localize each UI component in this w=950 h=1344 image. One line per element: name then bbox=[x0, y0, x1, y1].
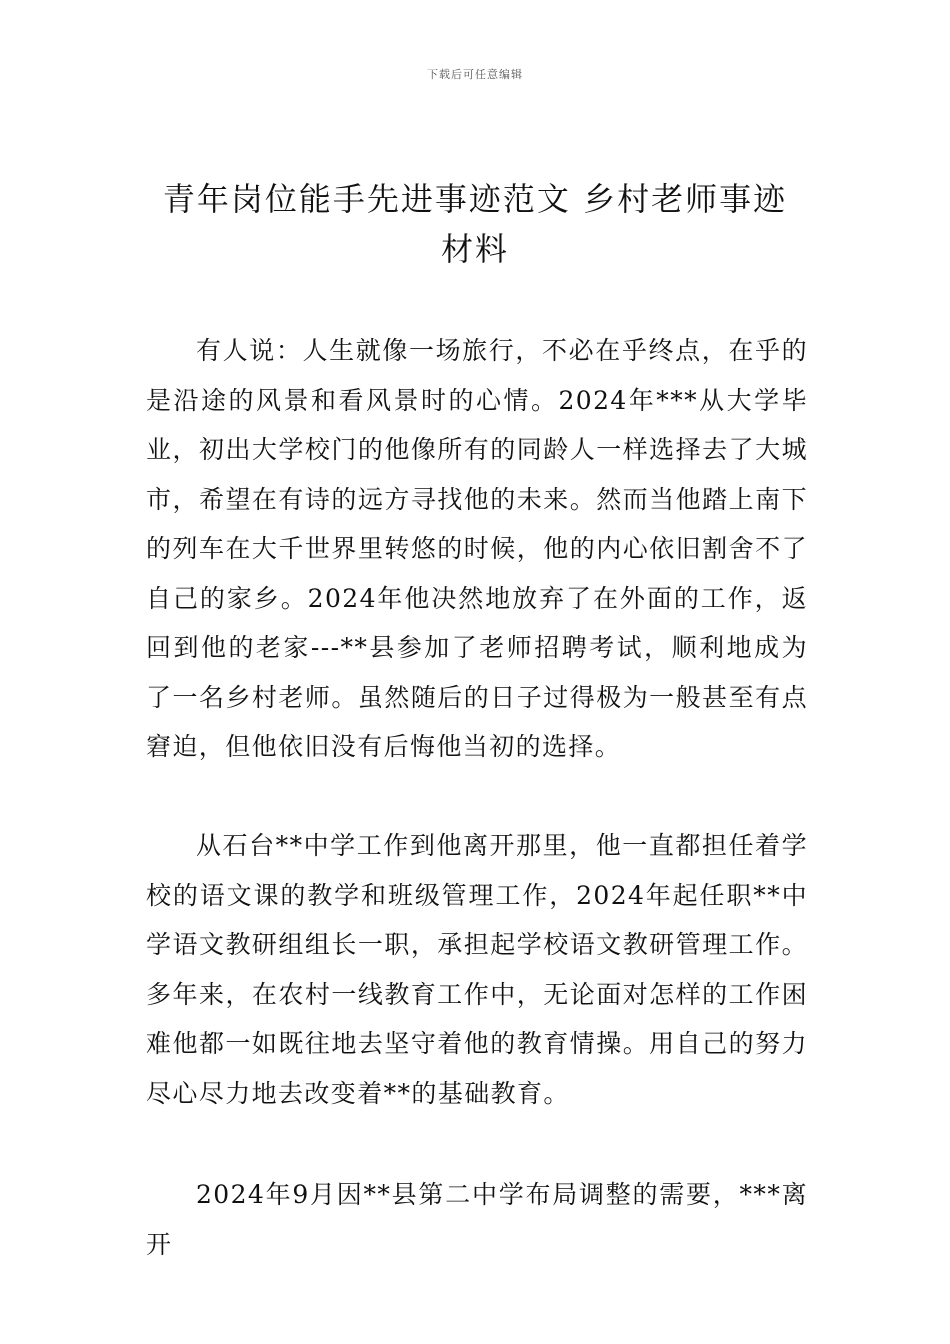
paragraph-3-block bbox=[146, 1170, 808, 1269]
paragraph-1-block bbox=[146, 326, 808, 772]
paragraph: 2024年9月因**县第二中学布局调整的需要，***离开 bbox=[146, 1180, 808, 1259]
paragraph: 有人说：人生就像一场旅行，不必在乎终点，在乎的是沿途的风景和看风景时的心情。2024年***从大学毕业，初出大学校门的他像所有的同龄人一样选择去了大城市，希望在有诗的远方寻找他的未来。然而当他踏上南下的列车在大千世界里转悠的时候，他的内心依旧割舍不了自己的家乡。2024年他决然地放弃了在外面的工作，返回到他的老家---**县参加了老师招聘考试，顺利地成为了一名乡村老师。虽然随后的日子过得极为一般甚至有点窘迫，但他依旧没有后悔他当初的选择。 bbox=[146, 336, 808, 761]
paragraph: 从石台**中学工作到他离开那里，他一直都担任着学校的语文课的教学和班级管理工作，2024年起任职**中学语文教研组组长一职，承担起学校语文教研管理工作。多年来，在农村一线教育工作中，无论面对怎样的工作困难他都一如既往地去坚守着他的教育情操。用自己的努力尽心尽力地去改变着**的基础教育。 bbox=[146, 831, 808, 1108]
title-line-1: 青年岗位能手先进事迹范文 乡村老师事迹 bbox=[162, 180, 788, 218]
document-title bbox=[140, 174, 810, 274]
paragraph-2-block bbox=[146, 821, 808, 1118]
header-note: 下载后可任意编辑 bbox=[427, 68, 523, 81]
title-line-2: 材料 bbox=[440, 230, 509, 268]
